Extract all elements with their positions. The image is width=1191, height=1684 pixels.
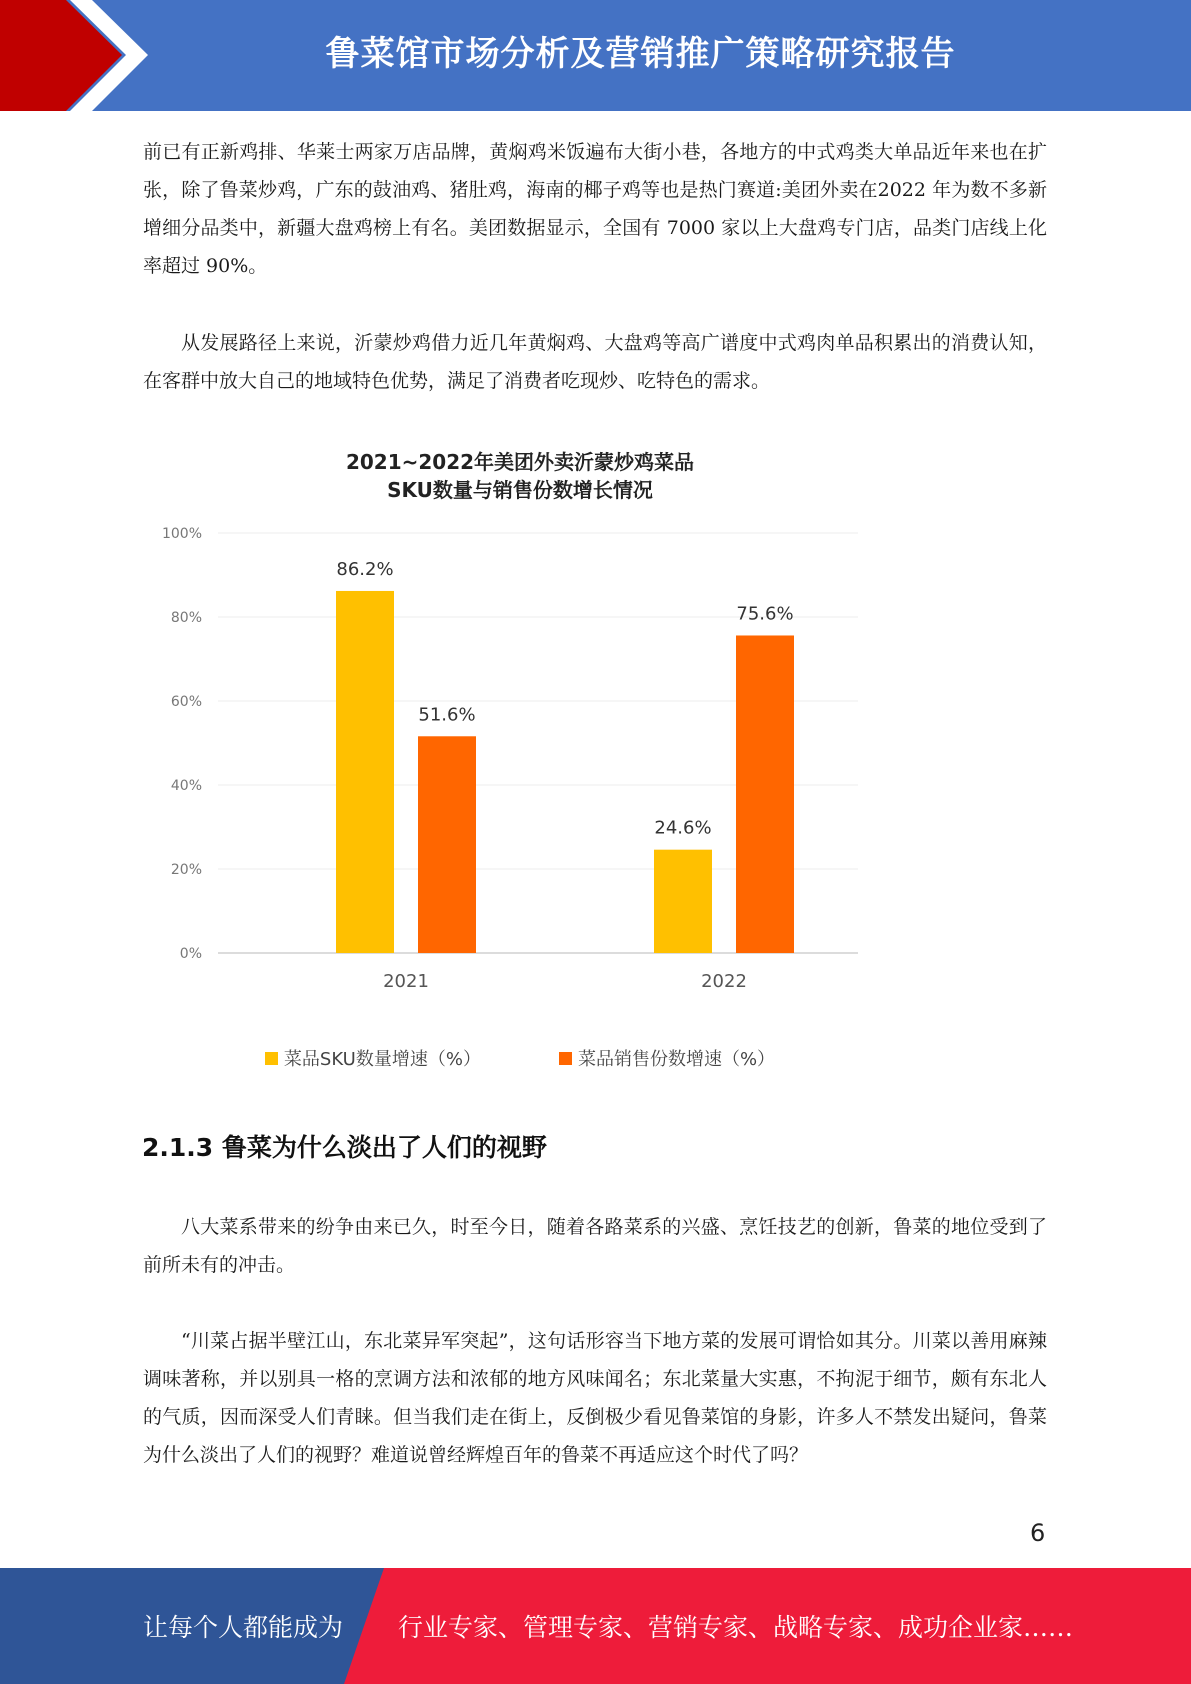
page-header [0, 0, 1191, 111]
bar-2021-series-1 [336, 591, 394, 953]
y-tick-label-20: 20% [170, 862, 202, 878]
chart-title-line-1: 2021~2022年美团外卖沂蒙炒鸡菜品 [345, 450, 695, 474]
legend-item-sku [265, 1045, 481, 1071]
body-paragraph-2: 从发展路径上来说，沂蒙炒鸡借力近几年黄焖鸡、大盘鸡等高广谱度中式鸡肉单品积累出的消费认知，在客群中放大自己的地域特色优势，满足了消费者吃现炒、吃特色的需求。 [143, 332, 1047, 392]
page-footer [0, 1568, 1191, 1684]
chart-plot-area [161, 440, 870, 1040]
body-paragraph-3: 八大菜系带来的纷争由来已久，时至今日，随着各路菜系的兴盛、烹饪技艺的创新，鲁菜的地位受到了前所未有的冲击。 [143, 1216, 1047, 1276]
bar-2021-series-2 [418, 736, 476, 953]
legend-swatch-sku [265, 1052, 278, 1065]
legend-swatch-sales [559, 1052, 572, 1065]
legend-label-sales: 菜品销售份数增速（%） [577, 1049, 776, 1070]
x-tick-label-2021: 2021 [383, 971, 429, 992]
chart-title-line-2: SKU数量与销售份数增长情况 [387, 478, 653, 502]
data-label-2021-series-2: 51.6% [418, 704, 476, 726]
y-tick-label-40: 40% [170, 778, 202, 794]
footer-left-text: 让每个人都能成为 [143, 1613, 344, 1642]
body-paragraph-4: “川菜占据半壁江山，东北菜异军突起”，这句话形容当下地方菜的发展可谓恰如其分。川菜以善用麻辣调味著称，并以别具一格的烹调方法和浓郁的地方风味闻名；东北菜量大实惠，不拘泥于细节，颇有东北人的气质，因而深受人们青睐。但当我们走在街上，反倒极少看见鲁菜馆的身影，许多人不禁发出疑问，鲁菜为什么淡出了人们的视野？难道说曾经辉煌百年的鲁菜不再适应这个时代了吗？ [143, 1330, 1047, 1466]
data-label-2022-series-1: 24.6% [654, 817, 712, 839]
footer-right-text: 行业专家、管理专家、营销专家、战略专家、成功企业家…… [398, 1613, 1074, 1642]
legend-label-sku: 菜品SKU数量增速（%） [283, 1049, 481, 1070]
page-number: 6 [1030, 1519, 1046, 1547]
bar-chart [161, 440, 870, 1080]
header-title: 鲁菜馆市场分析及营销推广策略研究报告 [325, 34, 956, 74]
y-tick-label-60: 60% [170, 694, 202, 710]
data-label-2022-series-2: 75.6% [736, 603, 794, 625]
legend-item-sales [559, 1045, 775, 1071]
data-label-2021-series-1: 86.2% [336, 558, 394, 580]
chart-legend [170, 1045, 870, 1071]
y-tick-label-0: 0% [179, 946, 202, 962]
bar-2022-series-2 [736, 635, 794, 953]
y-tick-label-80: 80% [170, 610, 202, 626]
y-tick-label-100: 100% [161, 526, 202, 542]
section-heading: 2.1.3 鲁菜为什么淡出了人们的视野 [142, 1133, 547, 1162]
bar-2022-series-1 [654, 850, 712, 953]
x-tick-label-2022: 2022 [701, 971, 747, 992]
header-arrow-decoration [0, 0, 160, 111]
body-paragraph-1: 前已有正新鸡排、华莱士两家万店品牌，黄焖鸡米饭遍布大街小巷，各地方的中式鸡类大单品近年来也在扩张，除了鲁菜炒鸡，广东的鼓油鸡、猪肚鸡，海南的椰子鸡等也是热门赛道:美团外卖在2022 年为数不多新增细分品类中，新疆大盘鸡榜上有名。美团数据显示，全国有 7000 家以上大盘鸡专门店，品类门店线上化率超过 90%。 [143, 141, 1047, 277]
